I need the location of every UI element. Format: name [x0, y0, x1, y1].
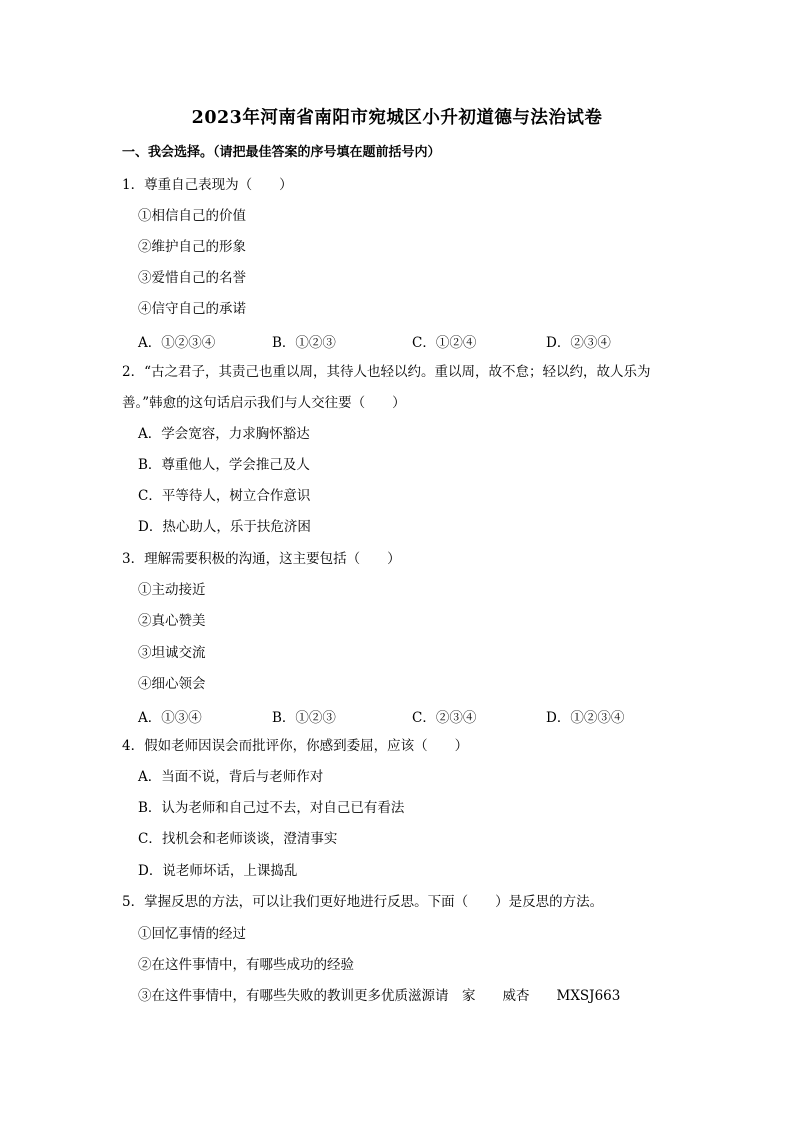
question-2-option-c: C．平等待人，树立合作意识 [138, 488, 311, 504]
question-3-item-4: ④细心领会 [138, 676, 206, 692]
question-3-option-d: D．①②③④ [546, 710, 625, 726]
section-heading: 一、我会选择。（请把最佳答案的序号填在题前括号内） [122, 145, 441, 160]
question-3-option-a: A．①③④ [138, 710, 202, 726]
question-2-stem-line-2: 善。”韩愈的这句话启示我们与人交往要（ ） [122, 395, 406, 411]
question-2-option-a: A．学会宽容，力求胸怀豁达 [138, 426, 310, 442]
question-4-stem: 4．假如老师因误会而批评你，你感到委屈，应该（ ） [122, 738, 469, 754]
question-3-options [138, 706, 678, 724]
question-1-options [138, 331, 678, 349]
question-1-item-3: ③爱惜自己的名誉 [138, 270, 246, 286]
question-1-item-4: ④信守自己的承诺 [138, 301, 246, 317]
question-4-option-a: A．当面不说，背后与老师作对 [138, 769, 324, 785]
question-2-stem-line-1: 2．“古之君子，其责己也重以周，其待人也轻以约。重以周，故不怠；轻以约，故人乐为 [122, 364, 651, 380]
question-1-option-d: D．②③④ [546, 335, 611, 351]
question-1-stem: 1．尊重自己表现为（ ） [122, 177, 293, 193]
page-title: 2023年河南省南阳市宛城区小升初道德与法治试卷 [191, 108, 603, 128]
question-3-stem: 3．理解需要积极的沟通，这主要包括（ ） [122, 551, 401, 567]
question-1-option-b: B．①②③ [272, 335, 336, 351]
question-4-option-d: D．说老师坏话，上课捣乱 [138, 863, 298, 879]
question-5-item-1: ①回忆事情的经过 [138, 926, 246, 942]
question-4-option-b: B．认为老师和自己过不去，对自己已有看法 [138, 800, 405, 816]
question-5-item-2: ②在这件事情中，有哪些成功的经验 [138, 957, 354, 973]
question-3-item-1: ①主动接近 [138, 582, 206, 598]
question-2-option-d: D．热心助人，乐于扶危济困 [138, 519, 311, 535]
question-5-stem: 5．掌握反思的方法，可以让我们更好地进行反思。下面（ ）是反思的方法。 [122, 894, 604, 910]
question-3-option-b: B．①②③ [272, 710, 336, 726]
question-3-item-3: ③坦诚交流 [138, 645, 206, 661]
question-5-item-3: ③在这件事情中，有哪些失败的教训更多优质滋源请 家 威杏 MXSJ663 [138, 988, 621, 1004]
question-4-option-c: C．找机会和老师谈谈，澄清事实 [138, 831, 338, 847]
question-1-option-a: A．①②③④ [138, 335, 216, 351]
question-1-item-1: ①相信自己的价值 [138, 208, 246, 224]
question-1-item-2: ②维护自己的形象 [138, 239, 246, 255]
question-3-item-2: ②真心赞美 [138, 613, 206, 629]
question-3-option-c: C．②③④ [412, 710, 477, 726]
question-2-option-b: B．尊重他人，学会推己及人 [138, 457, 310, 473]
question-1-option-c: C．①②④ [412, 335, 477, 351]
